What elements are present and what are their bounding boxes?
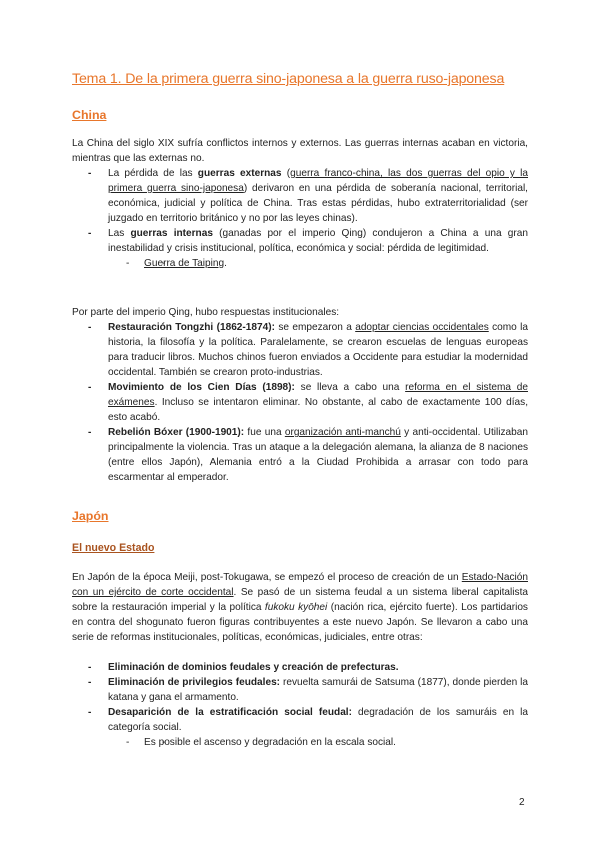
list-item [72, 166, 528, 226]
text: y anti-occidental. Utilizaban principalmente la violencia. Tras un ataque a la delegación alemana, la alianza de 8 naciones (entre ellos Japón), Alemania entró a la Ciudad Prohibida a arrasar con todo para escarmentar al emperador. [108, 427, 528, 483]
underlined-term: adoptar ciencias occidentales [355, 322, 489, 333]
qing-intro-paragraph: Por parte del imperio Qing, hubo respuestas institucionales: [72, 307, 340, 318]
text: (ganadas por el imperio Qing) condujeron a China a una gran inestabilidad y crisis institucional, política, económica y social: pérdida de legitimidad. [108, 228, 528, 254]
text: como la historia, la filosofía y la política. Paralelamente, se crearon escuelas de lenguas europeas para traducir libros. Muchos chinos fueron enviados a Occidente para estudiar la modernidad occidental. También se crearon proto-industrias. [108, 322, 529, 378]
list-item [72, 226, 528, 271]
sub-list [108, 256, 528, 271]
underlined-term: guerra franco-china, las dos guerras del opio y la primera guerra sino-japonesa [108, 168, 529, 194]
text: . Incluso se intentaron eliminar. No obstante, al cabo de exactamente 100 días, esto acabó. [108, 397, 528, 423]
text: La pérdida de las [108, 168, 198, 179]
list-item [72, 675, 528, 705]
text: degradación de los samuráis en la categoría social. [108, 707, 528, 733]
bold-term: Restauración Tongzhi (1862-1874): [108, 322, 275, 333]
underlined-term: Guerra de Taiping [144, 258, 225, 269]
sub-list [108, 735, 528, 750]
list-item [72, 660, 528, 675]
list-item [72, 705, 528, 750]
text: Las [108, 228, 131, 239]
section-heading-china: China [72, 108, 107, 122]
text: revuelta samurái de Satsuma (1877), donde pierden la katana y gana el armamento. [108, 677, 528, 703]
list-item [72, 425, 528, 485]
text: . Se pasó de un sistema feudal a un sistema liberal capitalista sobre la restauración imperial y la política [72, 587, 528, 613]
bold-term: Eliminación de dominios feudales y creación de prefecturas. [108, 662, 399, 673]
section-heading-japon: Japón [72, 509, 109, 523]
page-title: Tema 1. De la primera guerra sino-japonesa a la guerra ruso-japonesa [72, 71, 505, 87]
list-item [72, 320, 528, 380]
bold-term: Movimiento de los Cien Días (1898): [108, 382, 295, 393]
underlined-term: organización anti-manchú [284, 427, 401, 438]
japon-reforms-list [72, 660, 528, 750]
text: se empezaron a [274, 322, 356, 333]
text: . [224, 258, 227, 269]
sub-list-item: - - Guerra de Taiping. [108, 256, 528, 271]
sub-list-item: - - Es posible el ascenso y degradación en la escala social. [108, 735, 528, 750]
subsection-heading-nuevo-estado: El nuevo Estado [72, 542, 155, 554]
underlined-term: Estado-Nación con un ejército de corte occidental [72, 572, 528, 598]
text: ) derivaron en una pérdida de soberanía nacional, territorial, económica, judicial y política de China. Tras estas pérdidas, hubo extraterritorialidad (ser juzgado en territorio británico y no por las leyes chinas). [108, 183, 528, 224]
text: En Japón de la época Meiji, post-Tokugawa, se empezó el proceso de creación de un [72, 572, 462, 583]
text: Es posible el ascenso y degradación en la escala social. [144, 737, 396, 748]
list-item [72, 380, 528, 425]
japon-intro-paragraph [72, 570, 528, 645]
text: se lleva a cabo una [294, 382, 406, 393]
bold-term: Desaparición de la estratificación social feudal: [108, 707, 352, 718]
text: fue una [244, 427, 285, 438]
text: ( [281, 168, 291, 179]
page-number: 2 [519, 797, 525, 808]
china-intro-paragraph: La China del siglo XIX sufría conflictos internos y externos. Las guerras internas acaban en victoria, mientras que las externas no. [72, 138, 528, 164]
bold-term: Eliminación de privilegios feudales: [108, 677, 281, 688]
qing-responses-list [72, 320, 528, 485]
underlined-term: reforma en el sistema de exámenes [108, 382, 528, 408]
bold-term: Rebelión Bóxer (1900-1901): [108, 427, 245, 438]
china-wars-list [72, 166, 528, 271]
bold-term: guerras externas [197, 168, 282, 179]
italic-term: fukoku kyōhei [264, 602, 328, 613]
text: (nación rica, ejército fuerte). Los partidarios en contra del shogunato fueron figuras contribuyentes a este nuevo Japón. Se llevaron a cabo una serie de reformas institucionales, políticas, económicas, judiciales, entre otras: [72, 602, 528, 643]
bold-term: guerras internas [130, 228, 213, 239]
